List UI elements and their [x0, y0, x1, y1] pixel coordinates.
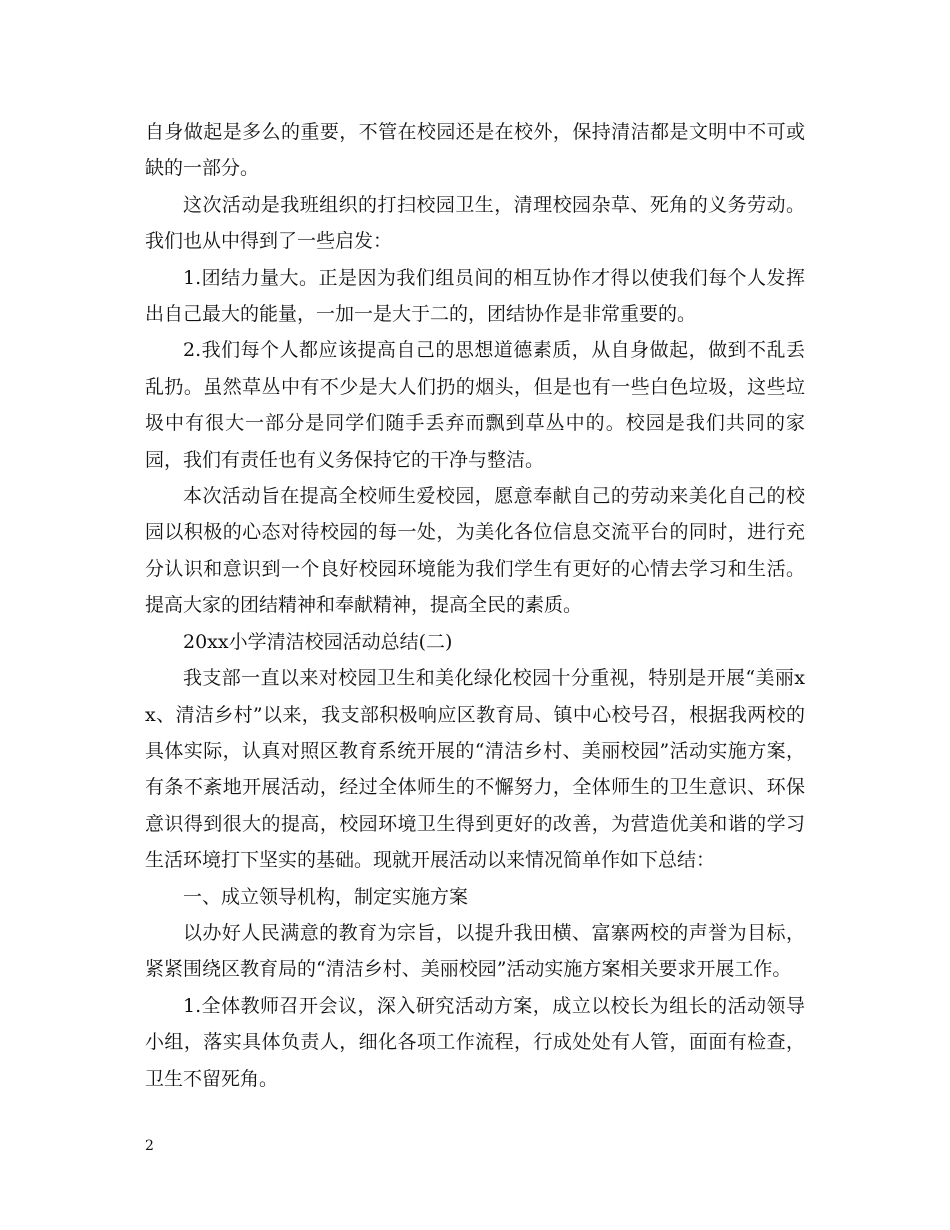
subsection-heading: 一、成立领导机构，制定实施方案	[183, 885, 469, 908]
paragraph-4: 2.我们每个人都应该提高自己的思想道德素质，从自身做起，做到不乱丢乱扔。虽然草丛中有不少是大人们扔的烟头，但是也有一些白色垃圾，这些垃圾中有很大一部分是同学们随手丢弃而飘到草丛中的。校园是我们共同的家园，我们有责任也有义务保持它的干净与整洁。	[145, 339, 805, 471]
document-body	[145, 114, 805, 1097]
paragraph-1: 自身做起是多么的重要，不管在校园还是在校外，保持清洁都是文明中不可或缺的一部分。	[145, 121, 805, 180]
paragraph-5: 本次活动旨在提高全校师生爱校园，愿意奉献自己的劳动来美化自己的校园以积极的心态对待校园的每一处，为美化各位信息交流平台的同时，进行充分认识和意识到一个良好校园环境能为我们学生有更好的心情去学习和生活。提高大家的团结精神和奉献精神，提高全民的素质。	[145, 485, 805, 617]
paragraph-7: 我支部一直以来对校园卫生和美化绿化校园十分重视，特别是开展“美丽xx、清洁乡村”以来，我支部积极响应区教育局、镇中心校号召，根据我两校的具体实际，认真对照区教育系统开展的“清洁乡村、美丽校园”活动实施方案，有条不紊地开展活动，经过全体师生的不懈努力，全体师生的卫生意识、环保意识得到很大的提高，校园环境卫生得到更好的改善，为营造优美和谐的学习生活环境打下坚实的基础。现就开展活动以来情况简单作如下总结：	[145, 667, 805, 872]
section-title: 20xx小学清洁校园活动总结(二)	[183, 630, 453, 653]
paragraph-9: 以办好人民满意的教育为宗旨，以提升我田横、富寨两校的声誉为目标，紧紧围绕区教育局的“清洁乡村、美丽校园”活动实施方案相关要求开展工作。	[145, 921, 805, 981]
paragraph-3: 1.团结力量大。正是因为我们组员间的相互协作才得以使我们每个人发挥出自己最大的能量，一加一是大于二的，团结协作是非常重要的。	[145, 266, 805, 326]
paragraph-10: 1.全体教师召开会议，深入研究活动方案，成立以校长为组长的活动领导小组，落实具体负责人，细化各项工作流程，行成处处有人管，面面有检查，卫生不留死角。	[145, 994, 805, 1090]
paragraph-2: 这次活动是我班组织的打扫校园卫生，清理校园杂草、死角的义务劳动。我们也从中得到了一些启发：	[145, 193, 805, 253]
page-number: 2	[145, 1138, 154, 1154]
